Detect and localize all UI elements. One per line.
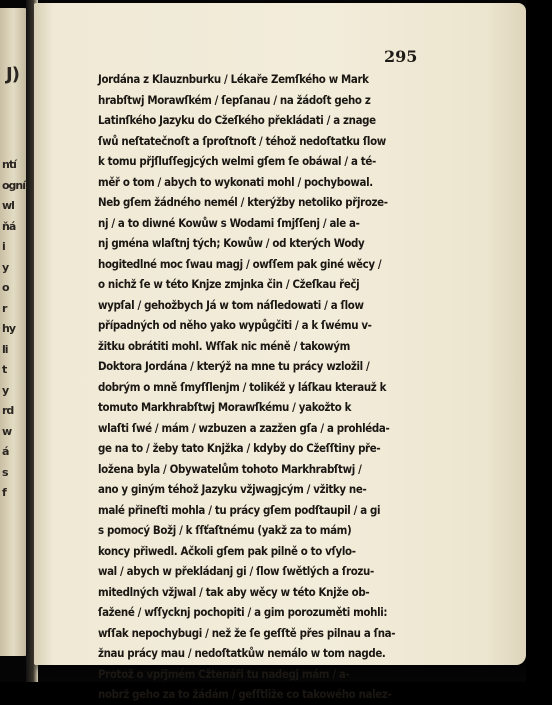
book-page (34, 3, 526, 701)
text-line: nj gména wlaſtnj tých; Kowůw / od kterých Wody (98, 236, 365, 250)
text-line: Jordána z Klauznburku / Lékaře Zemſkého w Mark (98, 72, 369, 86)
text-line: hrabſtwj Morawſkém / ſepſanau / na žádoſt geho z (98, 92, 371, 107)
text-line: ložena byla / Obywatelům tohoto Markhrabſtwj / (98, 461, 362, 476)
facing-page-text-fragment: y (2, 383, 9, 397)
text-line: žnau prácy mau / nedoſtatkůw nemálo w tom nagde. (98, 646, 386, 660)
facing-page-text-fragment: ňá (2, 219, 16, 233)
text-line: nj / a to diwné Kowůw s Wodami ſmjſſenj / ale a- (98, 215, 360, 230)
text-line: tomuto Markhrabſtwj Morawſkému / yakožto k (98, 400, 352, 414)
text-line: s pomocý Božj / k ſſťaſtnému (yakž za to mám) (98, 523, 352, 537)
facing-page-text-fragment: J) (6, 64, 19, 85)
text-line: žitku obrátiti mohl. Wſſak nic méně / takowým (98, 338, 350, 353)
text-line: wſſak nepochybugi / než že ſe geſſtě přes pilnau a ſna- (98, 625, 396, 640)
page-number: 295 (384, 47, 418, 66)
text-line: Protož o vpřjmém Cžtenáři tu nadegj mám / a- (98, 666, 350, 681)
facing-page-text-fragment: li (2, 342, 8, 356)
text-line: wypſal / gehožbych Já w tom náſledowati / a ſlow (98, 297, 364, 312)
body-text (98, 69, 418, 705)
text-line: Doktora Jordána / kterýž na mne tu prácy wzložil / (98, 359, 370, 373)
facing-page-text-fragment: r (2, 301, 7, 315)
text-line: případných od něho yako wypůgčiti / a k ſwému v- (98, 318, 372, 332)
facing-page-text-fragment: o (2, 281, 9, 294)
text-line: wal / abych w překládanj gi / ſlow ſwětlých a ſrozu- (98, 564, 374, 578)
text-line: k tomu přjſluſſegjcých welmi gſem ſe obáwal / a té- (98, 154, 376, 168)
facing-page-text-fragment: hy (2, 322, 16, 335)
text-line: ano y giným téhož Jazyku vžjwagjcým / vžitky ne- (98, 482, 367, 496)
facing-page-text-fragment: t (2, 363, 7, 376)
facing-page-text-fragment: f (2, 486, 6, 499)
text-line: koncy přiwedl. Ačkoli gſem pak pilně o to vſylo- (98, 543, 356, 558)
text-line: Neb gſem žádného nemél / kterýžby netoliko přjroze- (98, 195, 388, 209)
text-line: měř o tom / abych to wykonati mohl / pochybowal. (98, 174, 373, 189)
text-line: ſwů neſtatečnoſt a ſproſtnoſt / téhož nedoſtatku ſlow (98, 133, 386, 148)
facing-page-text-fragment: wl (2, 199, 14, 212)
text-line: dobrým o mně ſmyſſlenjm / tolikéž y láſkau kterauž k (98, 379, 387, 394)
text-line: ſažené / wſſycknj pochopiti / a gim porozuměti mohli: (98, 605, 388, 619)
facing-page-text-fragment: ogní (2, 178, 26, 192)
text-line: hogitedlné moc ſwau magj / owſſem pak giné wěcy / (98, 256, 382, 271)
facing-page-text-fragment: rd (2, 404, 14, 417)
text-line: Latinſkého Jazyku do Cžeſkého překládati / a znage (98, 113, 376, 127)
facing-page-text-fragment: á (2, 445, 9, 458)
facing-page-text-fragment: i (2, 240, 5, 253)
text-line: mitedlných vžjwal / tak aby wěcy w této Knjže ob- (98, 584, 370, 599)
facing-page-text-fragment: ntí (2, 158, 16, 171)
text-line: wlaſti ſwé / mám / wzbuzen a zazžen gſa / a prohléda- (98, 420, 390, 435)
text-line: o nichž ſe w této Knjze zmjnka čin / Cžeſkau řečj (98, 277, 360, 291)
text-line: ge na to / žeby tato Knjžka / kdyby do Cžeſſtiny pře- (98, 441, 381, 455)
text-line: nobrž geho za to žádám / geſſtliže co takowého nalez- (98, 687, 392, 701)
facing-page-text-fragment: s (2, 465, 8, 479)
scan-border (526, 0, 552, 682)
facing-page-text-fragment: y (2, 260, 9, 274)
text-line: malé přineſti mohla / tu prácy gſem podſtaupil / a gi (98, 502, 381, 517)
facing-page-text-fragment: w (2, 424, 12, 438)
